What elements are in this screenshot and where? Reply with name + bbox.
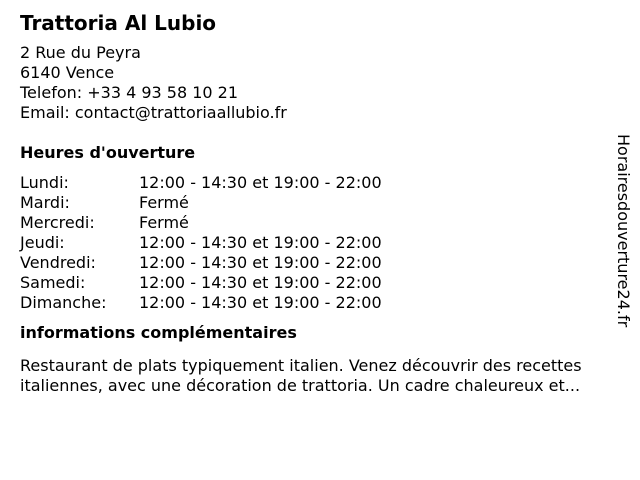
hours-day: Samedi: (20, 273, 86, 292)
hours-day: Lundi: (20, 173, 69, 192)
hours-day: Jeudi: (20, 233, 65, 252)
info-description (20, 356, 620, 396)
hours-row-monday (20, 173, 620, 193)
hours-row-thursday (20, 233, 620, 253)
hours-row-sunday (20, 293, 620, 313)
hours-day: Mardi: (20, 193, 70, 212)
hours-heading: Heures d'ouverture (20, 143, 196, 162)
business-card (20, 10, 620, 396)
hours-time: Fermé (139, 193, 189, 212)
hours-time: 12:00 - 14:30 et 19:00 - 22:00 (139, 173, 382, 192)
site-watermark: Horairesdouverture24.fr (614, 134, 633, 328)
hours-time: 12:00 - 14:30 et 19:00 - 22:00 (139, 273, 382, 292)
hours-time: 12:00 - 14:30 et 19:00 - 22:00 (139, 293, 382, 312)
info-line: Restaurant de plats typiquement italien. Venez découvrir des recettes (20, 356, 582, 375)
hours-time: Fermé (139, 213, 189, 232)
hours-day: Vendredi: (20, 253, 96, 272)
hours-day: Dimanche: (20, 293, 107, 312)
restaurant-name: Trattoria Al Lubio (20, 11, 217, 35)
hours-day: Mercredi: (20, 213, 95, 232)
email-address: Email: contact@trattoriaallubio.fr (20, 103, 287, 122)
hours-table (20, 173, 620, 313)
address-street: 2 Rue du Peyra (20, 43, 141, 62)
phone-number: Telefon: +33 4 93 58 10 21 (20, 83, 239, 102)
hours-row-saturday (20, 273, 620, 293)
address-city: 6140 Vence (20, 63, 115, 82)
contact-block (20, 43, 620, 123)
hours-time: 12:00 - 14:30 et 19:00 - 22:00 (139, 233, 382, 252)
hours-time: 12:00 - 14:30 et 19:00 - 22:00 (139, 253, 382, 272)
info-heading: informations complémentaires (20, 323, 297, 342)
info-line: italiennes, avec une décoration de trattoria. Un cadre chaleureux et... (20, 376, 581, 395)
hours-row-friday (20, 253, 620, 273)
hours-row-tuesday (20, 193, 620, 213)
hours-row-wednesday (20, 213, 620, 233)
